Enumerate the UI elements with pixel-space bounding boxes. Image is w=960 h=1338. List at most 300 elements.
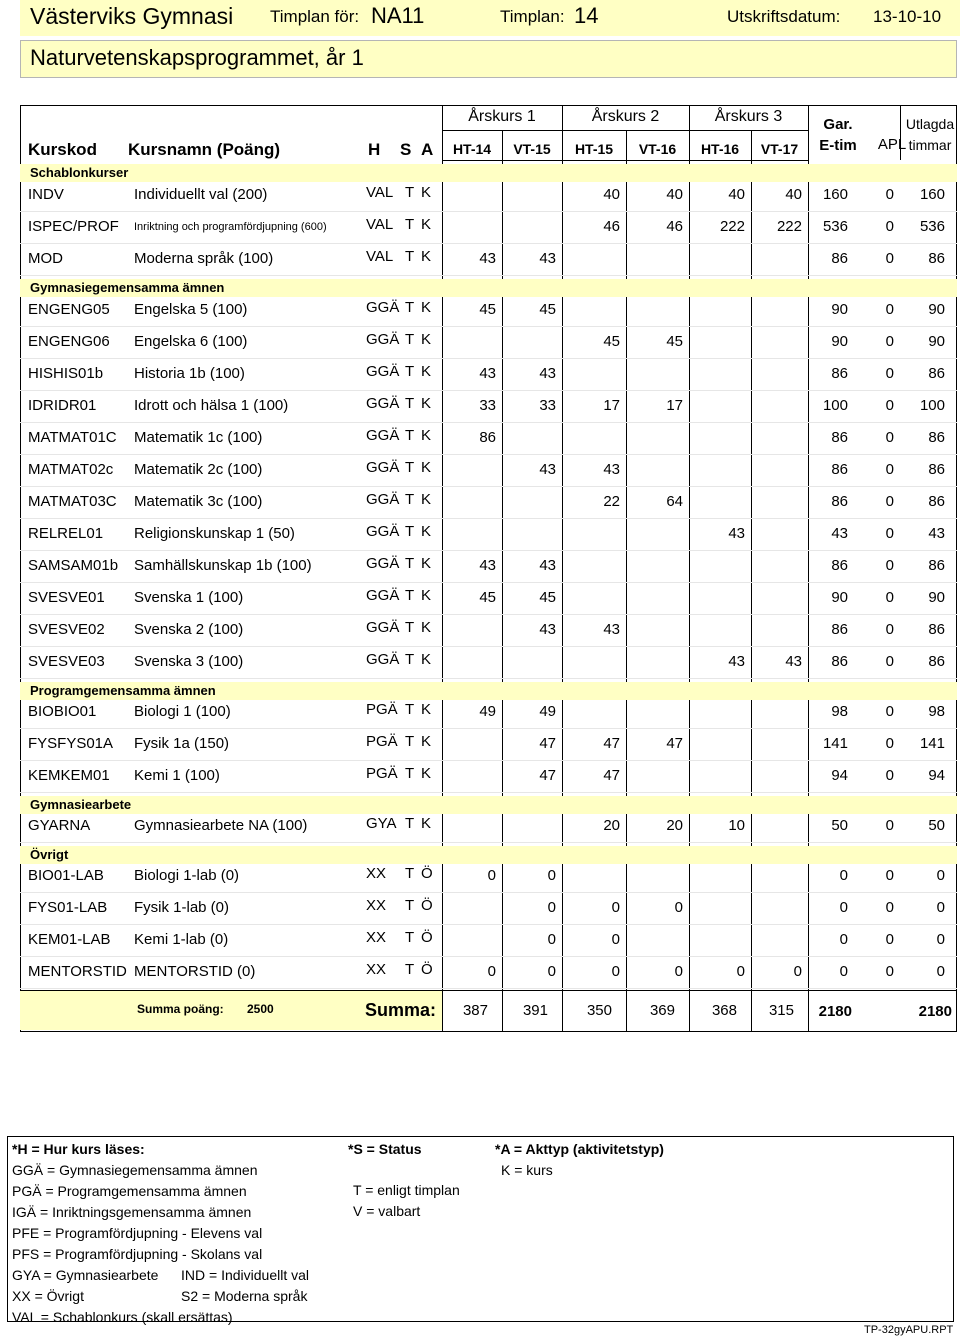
course-a: Ö: [421, 865, 433, 882]
course-name: Fysik 1a (150): [134, 735, 230, 752]
course-s: T: [405, 765, 415, 782]
course-name: Matematik 1c (100): [134, 429, 263, 446]
section-title: Övrigt: [30, 847, 69, 862]
course-name: Gymnasiearbete NA (100): [134, 817, 308, 834]
term-header: VT-16: [638, 141, 677, 157]
term-value: 40: [728, 186, 745, 203]
course-h: XX: [366, 865, 387, 882]
course-name: Samhällskunskap 1b (100): [134, 557, 312, 574]
sum-term-value: 391: [522, 1002, 548, 1019]
term-header: HT-14: [452, 141, 492, 157]
gar-value: 86: [831, 429, 848, 446]
gar-value: 0: [839, 963, 848, 980]
utl-value: 50: [928, 817, 945, 834]
course-name: MENTORSTID (0): [134, 963, 256, 980]
course-a: Ö: [421, 897, 433, 914]
term-value: 43: [539, 365, 556, 382]
term-value: 46: [666, 218, 683, 235]
apl-value: 0: [885, 703, 894, 720]
col-utlagda: Utlagda: [905, 116, 955, 132]
apl-value: 0: [885, 735, 894, 752]
course-s: T: [405, 733, 415, 750]
course-a: Ö: [421, 929, 433, 946]
col-s: S: [400, 140, 412, 159]
course-code: FYS01-LAB: [28, 899, 108, 916]
course-code: SVESVE02: [28, 621, 105, 638]
course-s: T: [405, 815, 415, 832]
term-value: 0: [547, 963, 556, 980]
term-value: 0: [487, 867, 496, 884]
gar-value: 86: [831, 365, 848, 382]
term-value: 0: [547, 899, 556, 916]
col-gar: Gar.: [823, 116, 853, 133]
summa-poang-value: 2500: [247, 1002, 274, 1016]
gar-value: 86: [831, 493, 848, 510]
apl-value: 0: [885, 867, 894, 884]
course-h: PGÄ: [366, 765, 398, 782]
row-line: [20, 358, 957, 359]
course-name: Kemi 1-lab (0): [134, 931, 229, 948]
utl-value: 98: [928, 703, 945, 720]
course-a: K: [421, 491, 432, 508]
course-h: GGÄ: [366, 299, 400, 316]
course-a: K: [421, 701, 432, 718]
term-value: 0: [674, 899, 683, 916]
legend-h-item: XX = Övrigt: [12, 1288, 84, 1304]
course-code: IDRIDR01: [28, 397, 97, 414]
legend-h-item: PGÄ = Programgemensamma ämnen: [12, 1183, 247, 1199]
course-name: Historia 1b (100): [134, 365, 245, 382]
apl-value: 0: [885, 218, 894, 235]
row-line: [20, 422, 957, 423]
course-s: T: [405, 491, 415, 508]
term-value: 40: [785, 186, 802, 203]
gar-value: 86: [831, 653, 848, 670]
course-a: K: [421, 427, 432, 444]
term-value: 33: [479, 397, 496, 414]
gar-value: 86: [831, 250, 848, 267]
term-value: 45: [479, 301, 496, 318]
gar-value: 160: [822, 186, 848, 203]
gar-value: 100: [822, 397, 848, 414]
utl-value: 536: [919, 218, 945, 235]
course-s: T: [405, 701, 415, 718]
row-line: [20, 390, 957, 391]
utl-value: 90: [928, 333, 945, 350]
term-value: 17: [666, 397, 683, 414]
summa-label: Summa:: [365, 1000, 437, 1020]
legend-s-items: [353, 1180, 460, 1222]
utl-value: 86: [928, 653, 945, 670]
grid-line: [626, 130, 627, 1032]
legend-s-title: *S = Status: [348, 1141, 422, 1157]
term-value: 40: [603, 186, 620, 203]
term-value: 40: [666, 186, 683, 203]
term-value: 86: [479, 429, 496, 446]
legend-h-item: PFS = Programfördjupning - Skolans val: [12, 1246, 263, 1262]
term-value: 47: [603, 767, 620, 784]
year-header: Årskurs 2: [591, 108, 660, 125]
course-h: GYA: [366, 815, 397, 832]
term-value: 43: [539, 461, 556, 478]
row-line: [20, 842, 957, 843]
apl-value: 0: [885, 621, 894, 638]
sum-term-value: 350: [586, 1002, 612, 1019]
course-s: T: [405, 587, 415, 604]
course-name: Religionskunskap 1 (50): [134, 525, 295, 542]
term-value: 43: [728, 525, 745, 542]
term-value: 43: [728, 653, 745, 670]
course-a: K: [421, 651, 432, 668]
row-line: [20, 892, 957, 893]
term-header: VT-17: [760, 141, 799, 157]
course-a: K: [421, 395, 432, 412]
course-code: SVESVE01: [28, 589, 105, 606]
section-title: Schablonkurser: [30, 165, 129, 180]
term-value: 47: [603, 735, 620, 752]
course-name: Matematik 3c (100): [134, 493, 263, 510]
timplan-for-label: Timplan för:: [270, 7, 360, 26]
grid-line: [900, 105, 901, 160]
utl-value: 86: [928, 621, 945, 638]
timplan-value: 14: [574, 3, 599, 28]
term-value: 33: [539, 397, 556, 414]
course-a: K: [421, 459, 432, 476]
row-line: [20, 924, 957, 925]
apl-value: 0: [885, 250, 894, 267]
course-h: GGÄ: [366, 331, 400, 348]
gar-value: 50: [831, 817, 848, 834]
course-h: GGÄ: [366, 395, 400, 412]
gar-value: 94: [831, 767, 848, 784]
term-value: 43: [479, 365, 496, 382]
section-title: Gymnasiearbete: [30, 797, 132, 812]
course-code: GYARNA: [28, 817, 91, 834]
course-a: Ö: [421, 961, 433, 978]
term-value: 20: [603, 817, 620, 834]
course-code: MENTORSTID: [28, 963, 127, 980]
section-bar: [20, 796, 957, 814]
course-name: Fysik 1-lab (0): [134, 899, 230, 916]
course-s: T: [405, 427, 415, 444]
course-h: GGÄ: [366, 555, 400, 572]
apl-value: 0: [885, 653, 894, 670]
sum-term-value: 387: [462, 1002, 488, 1019]
apl-value: 0: [885, 899, 894, 916]
utl-value: 86: [928, 365, 945, 382]
course-s: T: [405, 961, 415, 978]
row-line: [20, 211, 957, 212]
course-code: RELREL01: [28, 525, 104, 542]
term-value: 222: [719, 218, 745, 235]
utl-value: 90: [928, 301, 945, 318]
utl-value: 0: [936, 931, 945, 948]
gar-value: 141: [822, 735, 848, 752]
course-h: XX: [366, 897, 387, 914]
course-name: Kemi 1 (100): [134, 767, 220, 784]
course-h: GGÄ: [366, 651, 400, 668]
term-value: 43: [785, 653, 802, 670]
course-h: PGÄ: [366, 733, 398, 750]
term-value: 47: [539, 767, 556, 784]
course-a: K: [421, 815, 432, 832]
term-value: 0: [611, 899, 620, 916]
course-a: K: [421, 555, 432, 572]
term-value: 0: [611, 931, 620, 948]
apl-value: 0: [885, 931, 894, 948]
legend-h-item: PFE = Programfördjupning - Elevens val: [12, 1225, 263, 1241]
sum-term-value: 368: [711, 1002, 737, 1019]
course-code: ISPEC/PROF: [28, 218, 119, 235]
term-value: 0: [611, 963, 620, 980]
apl-value: 0: [885, 525, 894, 542]
legend-s2: S2 = Moderna språk: [181, 1288, 308, 1304]
apl-value: 0: [885, 963, 894, 980]
gar-value: 90: [831, 301, 848, 318]
course-a: K: [421, 765, 432, 782]
sum-utl: 2180: [918, 1003, 952, 1020]
term-value: 49: [539, 703, 556, 720]
course-code: ENGENG05: [28, 301, 110, 318]
legend-h-item: VAL = Schablonkurs (skall ersättas): [12, 1309, 233, 1325]
legend-extra: [181, 1265, 309, 1307]
gar-value: 86: [831, 461, 848, 478]
legend-h-item: GYA = Gymnasiearbete: [12, 1267, 159, 1283]
course-code: KEMKEM01: [28, 767, 110, 784]
legend-a-title: *A = Akttyp (aktivitetstyp): [495, 1141, 664, 1157]
term-value: 43: [479, 250, 496, 267]
term-value: 45: [603, 333, 620, 350]
course-s: T: [405, 248, 415, 265]
utl-value: 94: [928, 767, 945, 784]
course-s: T: [405, 929, 415, 946]
course-code: MATMAT01C: [28, 429, 117, 446]
gar-value: 536: [822, 218, 848, 235]
course-code: KEM01-LAB: [28, 931, 111, 948]
term-value: 45: [479, 589, 496, 606]
course-code: INDV: [28, 186, 64, 203]
legend-s: [348, 1139, 422, 1160]
apl-value: 0: [885, 767, 894, 784]
utl-value: 0: [936, 867, 945, 884]
row-line: [20, 243, 957, 244]
course-name: Inriktning och programfördjupning (600): [134, 221, 327, 233]
utl-value: 0: [936, 899, 945, 916]
gar-value: 86: [831, 621, 848, 638]
course-s: T: [405, 216, 415, 233]
print-date-label: Utskriftsdatum:: [727, 7, 841, 26]
course-h: XX: [366, 961, 387, 978]
utl-value: 86: [928, 493, 945, 510]
report-id: TP-32gyAPU.RPT: [864, 1324, 954, 1336]
utl-value: 86: [928, 429, 945, 446]
utl-value: 100: [919, 397, 945, 414]
print-date-value: 13-10-10: [873, 7, 942, 26]
course-a: K: [421, 248, 432, 265]
term-value: 0: [547, 931, 556, 948]
course-code: MATMAT03C: [28, 493, 117, 510]
apl-value: 0: [885, 557, 894, 574]
course-code: BIOBIO01: [28, 703, 97, 720]
term-header: HT-15: [574, 141, 614, 157]
col-timmar: timmar: [908, 137, 952, 153]
term-value: 43: [539, 250, 556, 267]
apl-value: 0: [885, 333, 894, 350]
course-h: VAL: [366, 184, 394, 201]
apl-value: 0: [885, 493, 894, 510]
program-title: Naturvetenskapsprogrammet, år 1: [30, 45, 364, 70]
legend-s-item: T = enligt timplan: [353, 1182, 460, 1198]
course-code: MOD: [28, 250, 63, 267]
course-s: T: [405, 331, 415, 348]
utl-value: 90: [928, 589, 945, 606]
utl-value: 86: [928, 557, 945, 574]
school-name: Västerviks Gymnasi: [30, 3, 234, 29]
sum-term-value: 315: [768, 1002, 794, 1019]
gar-value: 43: [831, 525, 848, 542]
term-value: 43: [603, 461, 620, 478]
gar-value: 90: [831, 333, 848, 350]
year-header: Årskurs 1: [468, 108, 536, 125]
course-code: ENGENG06: [28, 333, 110, 350]
term-value: 0: [736, 963, 745, 980]
col-kursnamn: Kursnamn (Poäng): [128, 140, 281, 159]
apl-value: 0: [885, 186, 894, 203]
course-name: Svenska 1 (100): [134, 589, 244, 606]
apl-value: 0: [885, 301, 894, 318]
section-bar: [20, 164, 957, 182]
course-a: K: [421, 299, 432, 316]
legend-a: [495, 1139, 664, 1181]
term-header: VT-15: [513, 141, 551, 157]
term-value: 45: [539, 589, 556, 606]
col-a: A: [421, 140, 434, 159]
gar-value: 0: [839, 899, 848, 916]
sum-gar: 2180: [818, 1003, 852, 1020]
course-s: T: [405, 897, 415, 914]
legend-s-item: V = valbart: [353, 1203, 421, 1219]
term-value: 64: [666, 493, 683, 510]
grid-line: [502, 130, 503, 1032]
term-value: 22: [603, 493, 620, 510]
course-s: T: [405, 395, 415, 412]
utl-value: 0: [936, 963, 945, 980]
col-apl: APL: [877, 136, 907, 153]
course-h: VAL: [366, 216, 394, 233]
course-h: XX: [366, 929, 387, 946]
course-h: GGÄ: [366, 363, 400, 380]
course-name: Svenska 3 (100): [134, 653, 244, 670]
course-h: GGÄ: [366, 523, 400, 540]
row-line: [20, 518, 957, 519]
term-value: 0: [547, 867, 556, 884]
course-s: T: [405, 184, 415, 201]
course-h: GGÄ: [366, 459, 400, 476]
course-code: BIO01-LAB: [28, 867, 104, 884]
apl-value: 0: [885, 397, 894, 414]
col-kurskod: Kurskod: [28, 140, 97, 159]
course-h: VAL: [366, 248, 394, 265]
row-line: [20, 728, 957, 729]
course-s: T: [405, 865, 415, 882]
timplan-for-value: NA11: [371, 3, 425, 28]
grid-line: [20, 990, 957, 991]
utl-value: 141: [919, 735, 945, 752]
grid-line: [751, 130, 752, 1032]
course-name: Idrott och hälsa 1 (100): [134, 397, 289, 414]
sum-term-value: 369: [649, 1002, 675, 1019]
course-a: K: [421, 184, 432, 201]
term-value: 0: [793, 963, 802, 980]
apl-value: 0: [885, 429, 894, 446]
legend-h-item: IGÄ = Inriktningsgemensamma ämnen: [12, 1204, 252, 1220]
course-a: K: [421, 523, 432, 540]
year-header: Årskurs 3: [714, 108, 783, 125]
term-value: 0: [487, 963, 496, 980]
course-code: SVESVE03: [28, 653, 105, 670]
grid-line: [442, 130, 808, 131]
gar-value: 98: [831, 703, 848, 720]
row-line: [20, 792, 957, 793]
row-line: [20, 646, 957, 647]
course-code: HISHIS01b: [28, 365, 104, 382]
course-code: FYSFYS01A: [28, 735, 114, 752]
section-title: Programgemensamma ämnen: [30, 683, 216, 698]
term-value: 20: [666, 817, 683, 834]
course-a: K: [421, 587, 432, 604]
col-h: H: [368, 140, 381, 159]
course-h: GGÄ: [366, 491, 400, 508]
term-value: 222: [776, 218, 802, 235]
utl-value: 86: [928, 461, 945, 478]
gar-value: 0: [839, 867, 848, 884]
row-line: [20, 956, 957, 957]
course-name: Individuellt val (200): [134, 186, 268, 203]
course-s: T: [405, 651, 415, 668]
row-line: [20, 486, 957, 487]
course-name: Moderna språk (100): [134, 250, 274, 267]
term-value: 43: [539, 621, 556, 638]
course-code: MATMAT02c: [28, 461, 114, 478]
row-line: [20, 550, 957, 551]
row-line: [20, 582, 957, 583]
course-h: GGÄ: [366, 587, 400, 604]
legend-ind: IND = Individuellt val: [181, 1267, 310, 1283]
term-value: 17: [603, 397, 620, 414]
course-name: Engelska 6 (100): [134, 333, 248, 350]
legend-h-title: *H = Hur kurs läses:: [12, 1141, 145, 1157]
term-value: 43: [603, 621, 620, 638]
course-s: T: [405, 459, 415, 476]
course-s: T: [405, 555, 415, 572]
row-line: [20, 678, 957, 679]
row-line: [20, 275, 957, 276]
summa-poang-label: Summa poäng:: [137, 1002, 224, 1016]
course-h: GGÄ: [366, 619, 400, 636]
row-line: [20, 326, 957, 327]
section-bar: [20, 846, 957, 864]
course-code: SAMSAM01b: [28, 557, 119, 574]
row-line: [20, 614, 957, 615]
course-name: Matematik 2c (100): [134, 461, 263, 478]
term-value: 47: [666, 735, 683, 752]
course-name: Svenska 2 (100): [134, 621, 244, 638]
apl-value: 0: [885, 589, 894, 606]
course-s: T: [405, 363, 415, 380]
term-value: 43: [539, 557, 556, 574]
course-a: K: [421, 331, 432, 348]
apl-value: 0: [885, 365, 894, 382]
